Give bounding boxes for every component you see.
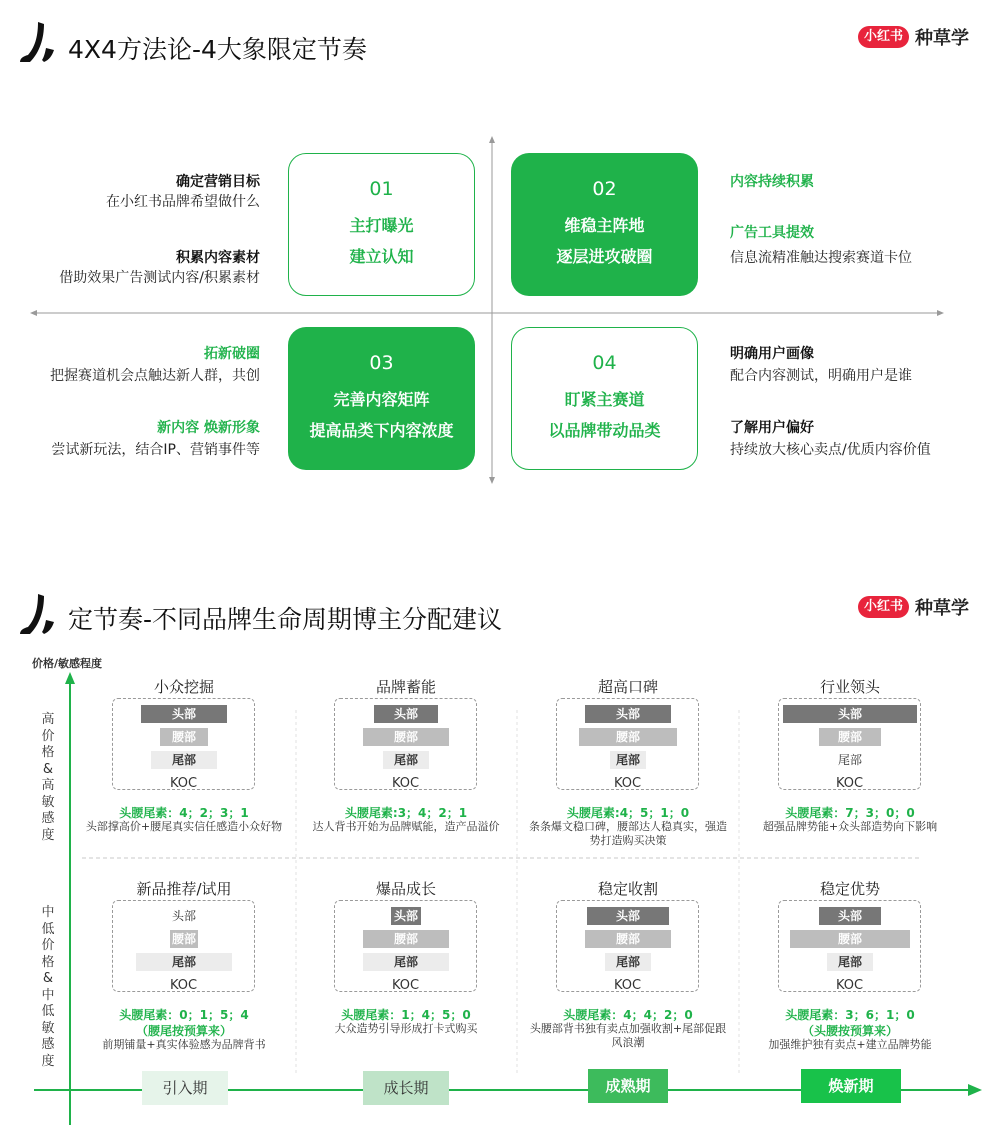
quadrant-01 xyxy=(288,153,475,296)
koc-tier-label: KOC xyxy=(835,776,864,791)
stage-3: 成熟期 xyxy=(588,1069,668,1103)
head-tier-bar: 头部 xyxy=(391,907,421,925)
note-text: 配合内容测试，明确用户是谁 xyxy=(730,368,912,384)
note-heading: 拓新破圈 xyxy=(204,346,260,362)
right-bottom-note-2 xyxy=(730,418,931,460)
waist-tier-bar: 腰部 xyxy=(819,728,881,746)
waist-tier-bar: 腰部 xyxy=(171,932,196,946)
quadrant-line: 提高品类下内容浓度 xyxy=(309,420,454,440)
tail-tier-bar: 尾部 xyxy=(610,751,646,769)
cell-description: 前期铺量+真实体验感为品牌背书 xyxy=(102,1038,266,1051)
cell-title: 爆品成长 xyxy=(375,880,436,898)
note-heading: 积累内容素材 xyxy=(176,250,260,266)
tail-tier-bar: 尾部 xyxy=(363,953,449,971)
head-tier-bar: 头部 xyxy=(783,705,917,723)
quadrant-line: 完善内容矩阵 xyxy=(333,389,430,409)
left-top-note-1 xyxy=(106,172,260,212)
cell-title: 稳定收割 xyxy=(597,880,658,898)
note-heading: 新内容 焕新形象 xyxy=(157,420,260,436)
cell-description: 加强维护独有卖点+建立品牌势能 xyxy=(768,1038,932,1051)
row-label-high: 高价格&高敏感度 xyxy=(41,712,55,843)
brand-slash-logo-icon xyxy=(16,592,60,638)
quadrant-number: 04 xyxy=(592,351,617,374)
note-heading: 广告工具提效 xyxy=(730,225,814,241)
koc-tier-label: KOC xyxy=(835,978,864,993)
note-heading: 了解用户偏好 xyxy=(730,420,814,436)
brand-pill: 小红书 xyxy=(858,596,909,618)
quadrant-line: 维稳主阵地 xyxy=(564,215,645,235)
quadrant-line: 逐层进攻破圈 xyxy=(556,246,653,266)
note-text: 借助效果广告测试内容/积累素材 xyxy=(59,270,260,286)
ratio-text: 头腰尾素：0；1；5；4 xyxy=(119,1008,249,1022)
cell-title: 品牌蓄能 xyxy=(375,678,436,696)
koc-tier-label: KOC xyxy=(391,776,420,791)
note-heading: 内容持续积累 xyxy=(730,174,814,190)
note-heading: 确定营销目标 xyxy=(176,174,260,190)
waist-tier-bar: 腰部 xyxy=(790,930,910,948)
brand-name: 种草学 xyxy=(915,28,970,49)
left-top-note-2 xyxy=(59,248,260,288)
koc-tier-label: KOC xyxy=(613,776,642,791)
koc-tier-label: KOC xyxy=(169,776,198,791)
koc-tier-label: KOC xyxy=(391,978,420,993)
brand-logo xyxy=(858,592,969,622)
tail-tier-bar: 尾部 xyxy=(837,753,862,767)
waist-tier-bar: 腰部 xyxy=(579,728,677,746)
tail-tier-bar: 尾部 xyxy=(383,751,429,769)
tail-tier-bar: 尾部 xyxy=(136,953,232,971)
ratio-text: 头腰尾素：1；4；5；0 xyxy=(341,1008,471,1022)
brand-pill: 小红书 xyxy=(858,26,909,48)
right-top-note-2 xyxy=(730,223,912,268)
y-axis-label: 价格/敏感程度 xyxy=(32,657,103,670)
quadrant-line: 以品牌带动品类 xyxy=(548,420,661,440)
head-tier-bar: 头部 xyxy=(374,705,438,723)
cell-description: 超强品牌势能+众头部造势向下影响 xyxy=(762,820,938,833)
section-title: 定节奏-不同品牌生命周期博主分配建议 xyxy=(68,605,503,634)
quadrant-number: 02 xyxy=(592,177,617,200)
row-label-mid-low: 中低价格&中低敏感度 xyxy=(41,905,55,1069)
quadrant-04 xyxy=(511,327,698,470)
quadrant-line: 盯紧主赛道 xyxy=(564,389,645,409)
koc-tier-label: KOC xyxy=(169,978,198,993)
brand-name: 种草学 xyxy=(915,598,970,619)
cell-description: 头部撑高价+腰尾真实信任感造小众好物 xyxy=(85,820,283,833)
quadrant-number: 03 xyxy=(369,351,394,374)
note-text: 在小红书品牌希望做什么 xyxy=(106,194,260,210)
note-text: 尝试新玩法，结合IP、营销事件等 xyxy=(51,442,260,458)
tail-tier-bar: 尾部 xyxy=(827,953,873,971)
stage-2: 成长期 xyxy=(363,1071,449,1105)
quadrant-line: 建立认知 xyxy=(349,246,414,266)
cell-description: 大众造势引导形成打卡式购买 xyxy=(334,1022,478,1035)
note-text: 信息流精准触达搜索赛道卡位 xyxy=(730,250,912,266)
ratio-note: （腰尾按预算来） xyxy=(135,1024,232,1038)
tail-tier-bar: 尾部 xyxy=(151,751,217,769)
left-bottom-note-1 xyxy=(50,344,260,386)
cell-title: 行业领头 xyxy=(819,678,880,696)
ratio-note: （头腰按预算来） xyxy=(801,1024,898,1038)
tail-tier-bar: 尾部 xyxy=(605,953,651,971)
quadrant-number: 01 xyxy=(369,177,394,200)
head-tier-bar: 头部 xyxy=(587,907,669,925)
note-text: 把握赛道机会点触达新人群，共创 xyxy=(50,368,260,384)
quadrant-03 xyxy=(288,327,475,470)
ratio-text: 头腰尾素：3；6；1；0 xyxy=(785,1008,915,1022)
cell-title: 超高口碑 xyxy=(597,678,658,696)
stage-1: 引入期 xyxy=(142,1071,228,1105)
koc-tier-label: KOC xyxy=(613,978,642,993)
right-bottom-note-1 xyxy=(730,344,912,386)
note-text: 持续放大核心卖点/优质内容价值 xyxy=(730,442,931,458)
cell-description: 达人背书开始为品牌赋能，造产品溢价 xyxy=(312,820,500,833)
head-tier-bar: 头部 xyxy=(141,705,227,723)
left-bottom-note-2 xyxy=(51,418,260,460)
waist-tier-bar: 腰部 xyxy=(363,728,449,746)
page-title: 4X4方法论-4大象限定节奏 xyxy=(68,35,367,64)
note-heading: 明确用户画像 xyxy=(730,346,814,362)
waist-tier-bar: 腰部 xyxy=(160,728,208,746)
ratio-text: 头腰尾素：7；3；0；0 xyxy=(785,806,915,820)
quadrant-02 xyxy=(511,153,698,296)
waist-tier-bar: 腰部 xyxy=(363,930,449,948)
head-tier-bar: 头部 xyxy=(819,907,881,925)
cell-title: 稳定优势 xyxy=(819,880,880,898)
cell-description: 头腰部背书独有卖点加强收割+尾部促跟风浪潮 xyxy=(529,1022,727,1049)
ratio-text: 头腰尾素：4；2；3；1 xyxy=(119,806,249,820)
right-top-note-1 xyxy=(730,172,814,192)
stage-4: 焕新期 xyxy=(801,1069,901,1103)
head-tier-bar: 头部 xyxy=(585,705,671,723)
ratio-text: 头腰尾素:3；4；2；1 xyxy=(344,806,468,820)
ratio-text: 头腰尾素:4；5；1；0 xyxy=(566,806,690,820)
cell-description: 条条爆文稳口碑，腰部达人稳真实，强造势打造购买决策 xyxy=(529,820,727,847)
cell-title: 小众挖掘 xyxy=(153,678,214,696)
head-tier-bar: 头部 xyxy=(171,909,196,923)
waist-tier-bar: 腰部 xyxy=(585,930,671,948)
ratio-text: 头腰尾素：4；4；2；0 xyxy=(563,1008,693,1022)
quadrant-line: 主打曝光 xyxy=(349,215,414,235)
cell-title: 新品推荐/试用 xyxy=(136,880,232,898)
